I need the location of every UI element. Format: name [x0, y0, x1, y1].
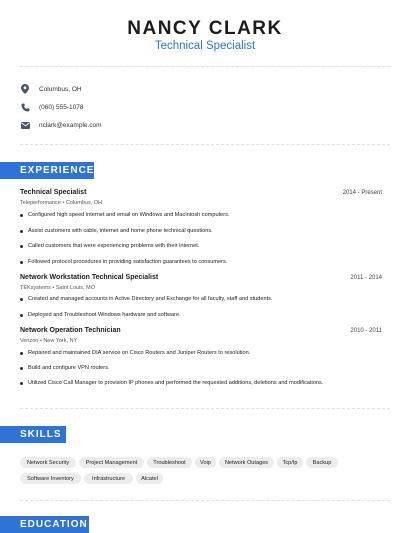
divider — [20, 66, 390, 67]
divider — [20, 408, 390, 409]
email-text: nclark@example.com — [39, 121, 102, 129]
list-item — [20, 228, 213, 234]
bullet-dot — [20, 382, 23, 385]
bullet-text: Utilized Cisco Call Manager to provision IP phones and performed the requested additions, deletions and modifications. — [28, 380, 324, 386]
candidate-name: NANCY CLARK — [127, 18, 283, 39]
skill-tag: Troubleshoot — [147, 457, 192, 468]
bullet-dot — [20, 230, 23, 233]
skill-tag: Network Outages — [219, 457, 274, 468]
list-item — [20, 212, 230, 218]
section-header-education: EDUCATION — [0, 516, 89, 533]
bullet-dot — [20, 367, 23, 370]
candidate-title: Technical Specialist — [154, 40, 256, 52]
skill-tag: Software Inventory — [20, 473, 81, 484]
location-pin-icon — [20, 84, 30, 94]
list-item — [20, 296, 273, 302]
phone-icon — [20, 102, 30, 112]
job-title: Technical Specialist — [20, 189, 87, 196]
bullet-text: Assist customers with cable, internet and home phone technical questions. — [28, 228, 213, 234]
job-dates: 2010 - 2011 — [350, 328, 382, 334]
list-item — [20, 243, 199, 249]
bullet-text: Created and managed accounts in Active Directory and Exchange for all faculty, staff and students. — [28, 296, 273, 302]
job-company: Verizon • New York, NY — [20, 338, 78, 344]
bullet-dot — [20, 298, 23, 301]
bullet-dot — [20, 261, 23, 264]
contact-location — [20, 83, 82, 95]
skill-tag: Voip — [195, 457, 216, 468]
job-dates: 2011 - 2014 — [350, 275, 382, 281]
divider — [20, 500, 390, 501]
skill-tag: Backup — [306, 457, 338, 468]
skill-tag: Tcp/Ip — [277, 457, 303, 468]
skill-tag: Infrastructure — [84, 473, 133, 484]
bullet-dot — [20, 214, 23, 217]
bullet-dot — [20, 245, 23, 248]
list-item — [20, 312, 181, 318]
bullet-text: Deployed and Troubleshoot Windows hardware and software. — [28, 312, 181, 318]
skill-tag: Project Management — [79, 457, 144, 468]
skill-tag: Alcatel — [136, 473, 163, 484]
job-company: Teleperformance • Columbus, OH — [20, 200, 103, 206]
contact-phone — [20, 101, 83, 113]
job-title: Network Workstation Technical Specialist — [20, 274, 159, 281]
bullet-text: Repaired and maintained DIA service on Cisco Routers and Juniper Routers to resolution. — [28, 350, 251, 356]
bullet-text: Configured high speed internet and email on Windows and Macintosh computers. — [28, 212, 230, 218]
job-dates: 2014 - Present — [342, 190, 382, 196]
bullet-dot — [20, 314, 23, 317]
bullet-text: Followed protocol procedures in providing satisfaction guarantees to consumers. — [28, 259, 228, 265]
section-header-experience: EXPERIENCE — [0, 162, 94, 179]
job-title: Network Operation Technician — [20, 327, 121, 334]
location-text: Columbus, OH — [39, 85, 82, 93]
phone-text: (060) 555-1078 — [39, 103, 84, 111]
job-company: TEKsystems • Saint Louis, MO — [20, 285, 95, 291]
bullet-dot — [20, 352, 23, 355]
skill-tag: Network Security — [20, 457, 76, 468]
list-item — [20, 350, 250, 356]
list-item — [20, 380, 323, 386]
mail-icon — [20, 120, 30, 130]
list-item — [20, 259, 227, 265]
divider — [20, 144, 390, 145]
bullet-text: Build and configure VPN routers. — [28, 365, 110, 371]
section-header-skills: SKILLS — [0, 426, 66, 443]
bullet-text: Called customers that were experiencing problems with their internet. — [28, 243, 200, 249]
list-item — [20, 365, 109, 371]
contact-email — [20, 119, 102, 131]
